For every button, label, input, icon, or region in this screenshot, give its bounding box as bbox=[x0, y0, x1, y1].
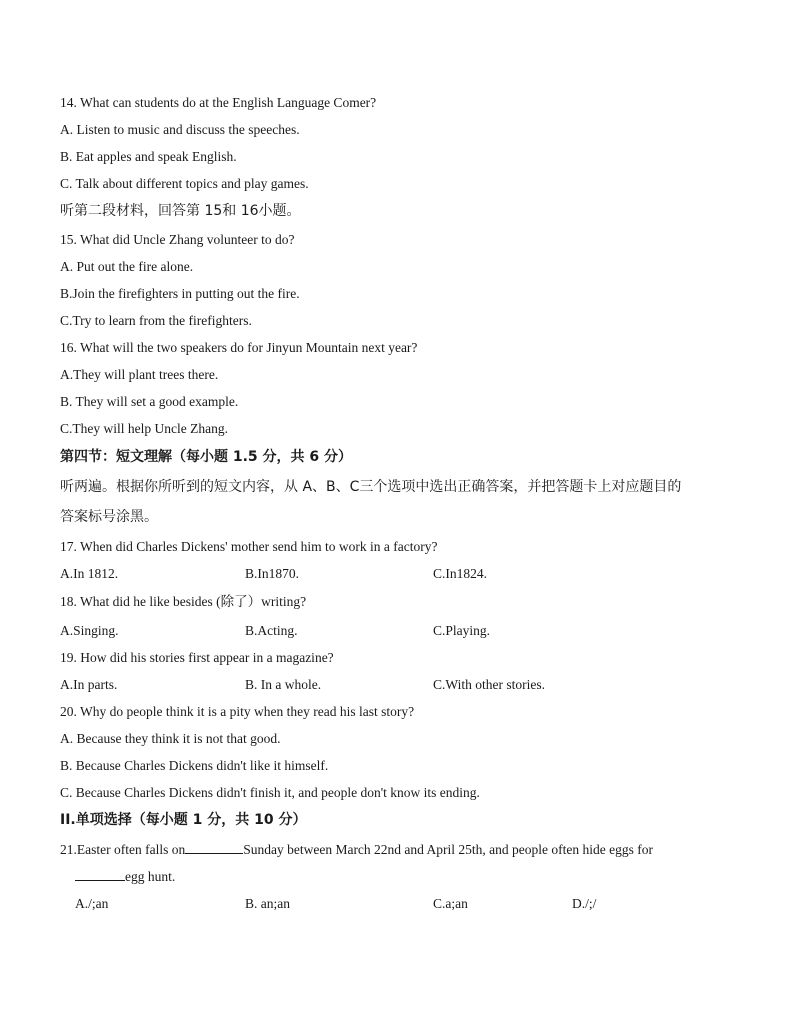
question-21-option-a: A./;an bbox=[75, 896, 109, 911]
question-15-option-c: C.Try to learn from the firefighters. bbox=[60, 313, 252, 328]
question-19-option-c: C.With other stories. bbox=[433, 677, 545, 692]
question-16-option-a: A.They will plant trees there. bbox=[60, 367, 219, 382]
question-14-option-a: A. Listen to music and discuss the speeches. bbox=[60, 122, 300, 137]
question-17-option-c: C.In1824. bbox=[433, 566, 487, 581]
question-18-stem: 18. What did he like besides (除了）writing? bbox=[60, 594, 307, 609]
question-17-option-a: A.In 1812. bbox=[60, 566, 119, 581]
section4-instruction-line1: 听两遍。根据你所听到的短文内容，从 A、B、C三个选项中选出正确答案，并把答题卡上对应题目的 bbox=[60, 479, 682, 495]
question-18-option-c: C.Playing. bbox=[433, 623, 491, 638]
question-19-option-b: B. In a whole. bbox=[245, 677, 322, 692]
question-21-stem-start: 21.Easter often falls on bbox=[60, 842, 186, 857]
part2-heading: II.单项选择（每小题 1 分，共 10 分） bbox=[60, 812, 307, 828]
question-19-stem: 19. How did his stories first appear in a magazine? bbox=[60, 650, 334, 665]
question-21-line2-text: egg hunt. bbox=[125, 869, 176, 884]
question-17-option-b: B.In1870. bbox=[245, 566, 299, 581]
question-16-option-c: C.They will help Uncle Zhang. bbox=[60, 421, 228, 436]
passage2-instruction: 听第二段材料，回答第 15和 16小题。 bbox=[60, 203, 301, 219]
question-16-stem: 16. What will the two speakers do for Jinyun Mountain next year? bbox=[60, 340, 418, 355]
question-20-stem: 20. Why do people think it is a pity when they read his last story? bbox=[60, 704, 415, 719]
question-21-line2 bbox=[75, 868, 175, 886]
question-18-option-b: B.Acting. bbox=[245, 623, 298, 638]
question-14-option-b: B. Eat apples and speak English. bbox=[60, 149, 237, 164]
question-15-stem: 15. What did Uncle Zhang volunteer to do? bbox=[60, 232, 295, 247]
answer-blank bbox=[75, 868, 125, 881]
question-15-option-b: B.Join the firefighters in putting out the fire. bbox=[60, 286, 300, 301]
question-20-option-b: B. Because Charles Dickens didn't like it himself. bbox=[60, 758, 329, 773]
question-14-option-c: C. Talk about different topics and play games. bbox=[60, 176, 309, 191]
question-14-stem: 14. What can students do at the English Language Comer? bbox=[60, 95, 377, 110]
question-21-stem bbox=[60, 841, 653, 859]
question-21-option-d: D./;/ bbox=[572, 896, 597, 911]
answer-blank bbox=[185, 841, 243, 854]
question-16-option-b: B. They will set a good example. bbox=[60, 394, 239, 409]
section4-instruction-line2: 答案标号涂黑。 bbox=[60, 509, 158, 525]
question-20-option-a: A. Because they think it is not that good. bbox=[60, 731, 281, 746]
question-20-option-c: C. Because Charles Dickens didn't finish it, and people don't know its ending. bbox=[60, 785, 480, 800]
question-18-option-a: A.Singing. bbox=[60, 623, 119, 638]
section4-heading: 第四节：短文理解（每小题 1.5 分，共 6 分） bbox=[60, 449, 353, 465]
question-19-option-a: A.In parts. bbox=[60, 677, 118, 692]
question-15-option-a: A. Put out the fire alone. bbox=[60, 259, 194, 274]
question-17-stem: 17. When did Charles Dickens' mother send him to work in a factory? bbox=[60, 539, 438, 554]
question-21-option-c: C.a;an bbox=[433, 896, 468, 911]
question-21-stem-end: Sunday between March 22nd and April 25th, and people often hide eggs for bbox=[243, 842, 653, 857]
question-21-option-b: B. an;an bbox=[245, 896, 290, 911]
